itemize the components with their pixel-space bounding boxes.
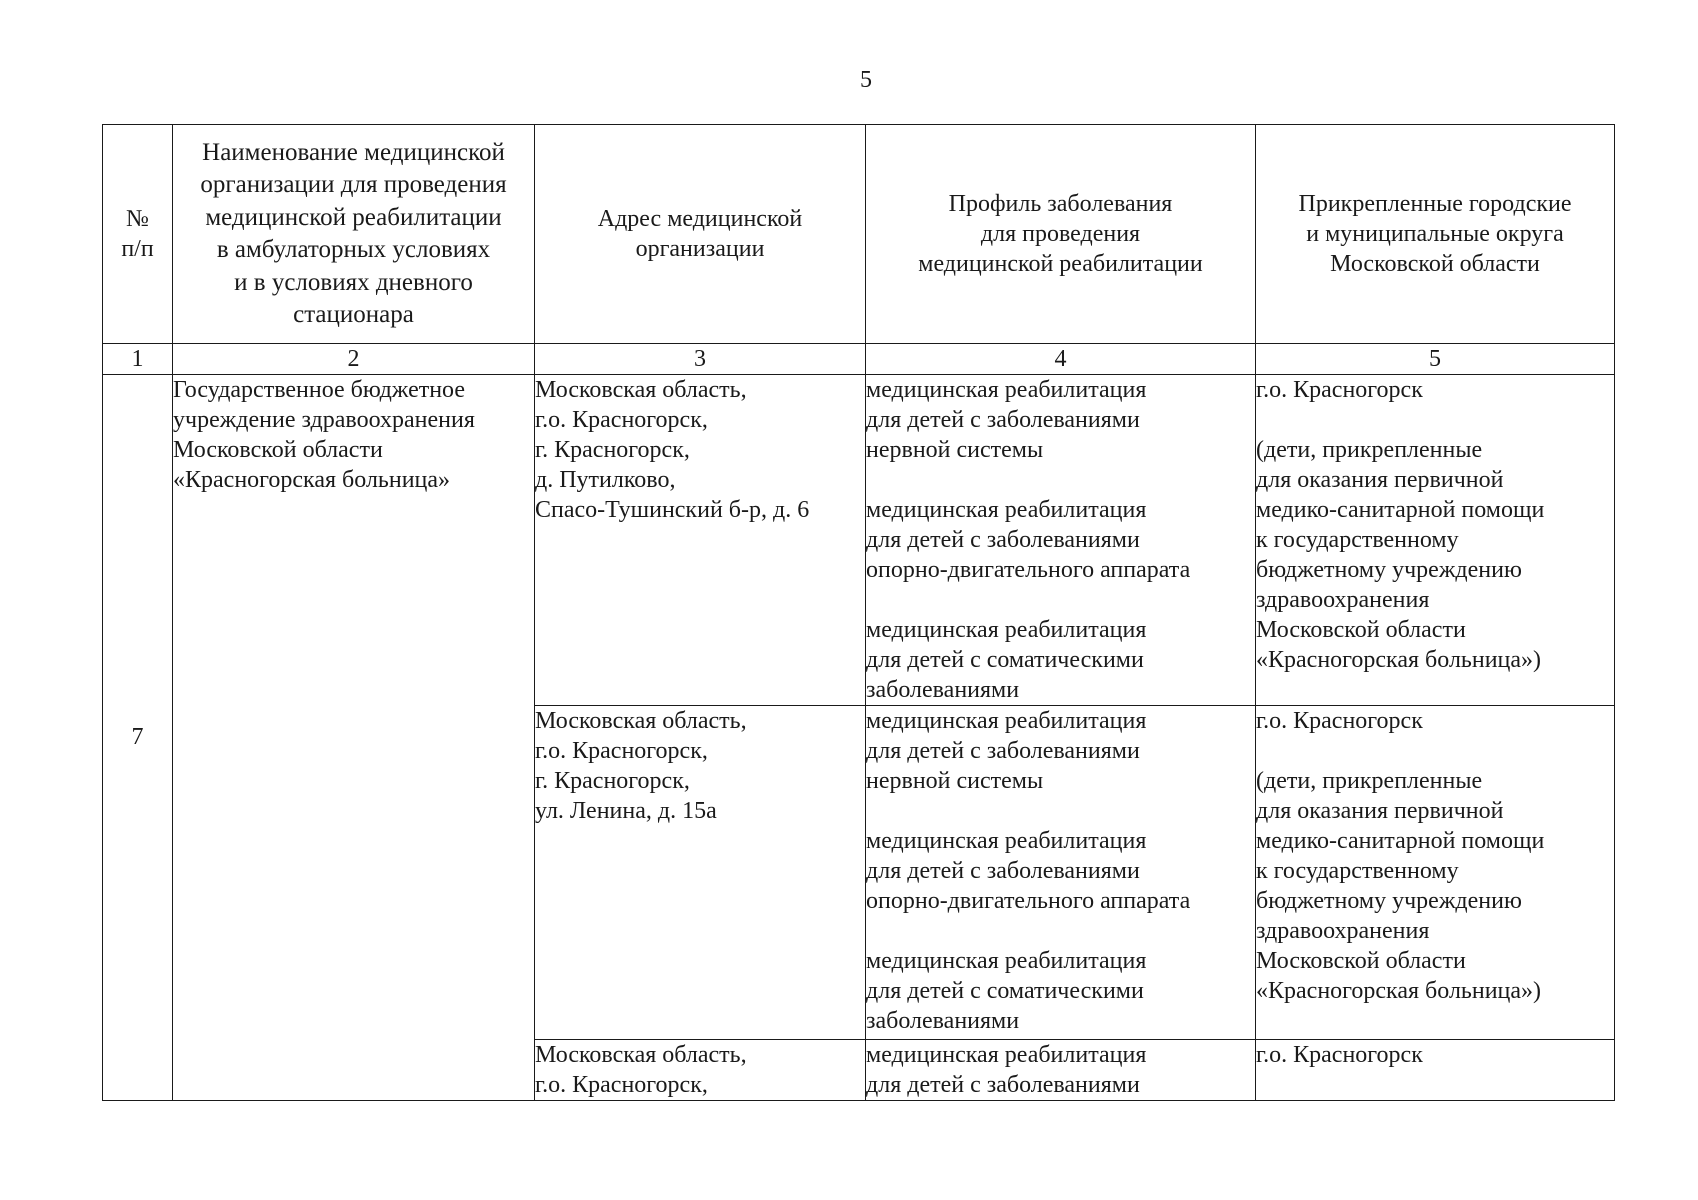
header-row [103, 125, 1615, 344]
header-org-line: и в условиях дневного [234, 268, 473, 296]
profile-line: для детей с заболеваниями [866, 858, 1140, 884]
header-org-line: медицинской реабилитации [205, 203, 502, 231]
address-line: Московская область, [535, 377, 747, 403]
header-districts-line: Московской области [1330, 251, 1540, 277]
district-note-line: здравоохранения [1256, 587, 1430, 613]
profile-cell [866, 1040, 1256, 1101]
org-line: учреждение здравоохранения [173, 407, 475, 433]
district-note-line: к государственному [1256, 858, 1459, 884]
column-number: 1 [103, 344, 173, 375]
header-org-line: стационара [293, 301, 414, 328]
address-line: г. Красногорск, [535, 768, 690, 794]
address-line: г.о. Красногорск, [535, 738, 708, 764]
district-note-line: Московской области [1256, 948, 1466, 974]
district-note-line: медико-санитарной помощи [1256, 497, 1545, 523]
header-num-line: № [126, 206, 149, 232]
profile-line: медицинская реабилитация [866, 497, 1147, 523]
header-num-line: п/п [121, 236, 154, 262]
profile-line: для детей с заболеваниями [866, 407, 1140, 433]
address-line: г.о. Красногорск, [535, 1072, 708, 1098]
header-profile-line: для проведения [980, 221, 1141, 247]
row-number: 7 [103, 375, 173, 1101]
rehabilitation-table [102, 124, 1615, 1101]
address-line: ул. Ленина, д. 15а [535, 798, 717, 824]
header-profile [866, 125, 1256, 344]
profile-line: для детей с соматическими [866, 647, 1144, 673]
district-name: г.о. Красногорск [1256, 1042, 1423, 1068]
district-note-line: бюджетному учреждению [1256, 557, 1522, 583]
header-org-line: организации для проведения [200, 171, 507, 198]
district-note-line: здравоохранения [1256, 918, 1430, 944]
column-number: 4 [866, 344, 1256, 375]
address-cell [535, 706, 866, 1040]
column-number: 2 [173, 344, 535, 375]
column-number: 3 [535, 344, 866, 375]
profile-line: нервной системы [866, 437, 1044, 463]
organization-name [173, 375, 535, 1101]
header-districts-line: Прикрепленные городские [1298, 191, 1572, 217]
header-address-line: организации [635, 236, 765, 262]
profile-line: медицинская реабилитация [866, 377, 1147, 403]
profile-line: медицинская реабилитация [866, 708, 1147, 734]
district-note-line: к государственному [1256, 527, 1459, 553]
profile-line: медицинская реабилитация [866, 1042, 1147, 1068]
address-line: Московская область, [535, 708, 747, 734]
profile-line: опорно-двигательного аппарата [866, 557, 1191, 583]
district-note-line: (дети, прикрепленные [1256, 437, 1483, 463]
profile-line: медицинская реабилитация [866, 948, 1147, 974]
district-note-line: «Красногорская больница») [1256, 978, 1542, 1004]
address-line: Московская область, [535, 1042, 747, 1068]
district-note-line: бюджетному учреждению [1256, 888, 1522, 914]
profile-line: опорно-двигательного аппарата [866, 888, 1191, 914]
district-name: г.о. Красногорск [1256, 377, 1423, 403]
address-line: г. Красногорск, [535, 437, 690, 463]
profile-line: медицинская реабилитация [866, 617, 1147, 643]
address-cell [535, 1040, 866, 1101]
header-num [103, 125, 173, 344]
profile-cell [866, 375, 1256, 706]
district-note-line: Московской области [1256, 617, 1466, 643]
profile-line: для детей с заболеваниями [866, 1072, 1140, 1098]
district-note-line: (дети, прикрепленные [1256, 768, 1483, 794]
column-number: 5 [1256, 344, 1615, 375]
address-line: Спасо-Тушинский б-р, д. 6 [535, 497, 810, 523]
org-line: Московской области [173, 437, 383, 463]
district-note-line: «Красногорская больница») [1256, 647, 1542, 673]
district-cell [1256, 375, 1615, 706]
profile-line: для детей с соматическими [866, 978, 1144, 1004]
profile-line: заболеваниями [866, 1008, 1020, 1034]
page-number: 5 [860, 67, 872, 93]
district-note-line: медико-санитарной помощи [1256, 828, 1545, 854]
header-org-line: Наименование медицинской [202, 138, 505, 166]
profile-cell [866, 706, 1256, 1040]
district-note-line: для оказания первичной [1256, 798, 1504, 824]
header-profile-line: Профиль заболевания [948, 191, 1173, 217]
org-line: Государственное бюджетное [173, 377, 465, 403]
profile-line: для детей с заболеваниями [866, 527, 1140, 553]
profile-line: нервной системы [866, 768, 1044, 794]
district-cell [1256, 706, 1615, 1040]
header-districts-line: и муниципальные округа [1306, 221, 1564, 247]
profile-line: медицинская реабилитация [866, 828, 1147, 854]
header-profile-line: медицинской реабилитации [918, 251, 1203, 277]
district-cell [1256, 1040, 1615, 1101]
profile-line: для детей с заболеваниями [866, 738, 1140, 764]
header-organization [173, 125, 535, 344]
address-cell [535, 375, 866, 706]
column-number-row [103, 344, 1615, 375]
address-line: г.о. Красногорск, [535, 407, 708, 433]
header-address-line: Адрес медицинской [597, 206, 803, 232]
address-line: д. Путилково, [535, 467, 676, 493]
header-address [535, 125, 866, 344]
header-districts [1256, 125, 1615, 344]
table-row [103, 375, 1615, 706]
org-line: «Красногорская больница» [173, 467, 451, 493]
district-name: г.о. Красногорск [1256, 708, 1423, 734]
profile-line: заболеваниями [866, 677, 1020, 703]
district-note-line: для оказания первичной [1256, 467, 1504, 493]
header-org-line: в амбулаторных условиях [216, 236, 491, 263]
